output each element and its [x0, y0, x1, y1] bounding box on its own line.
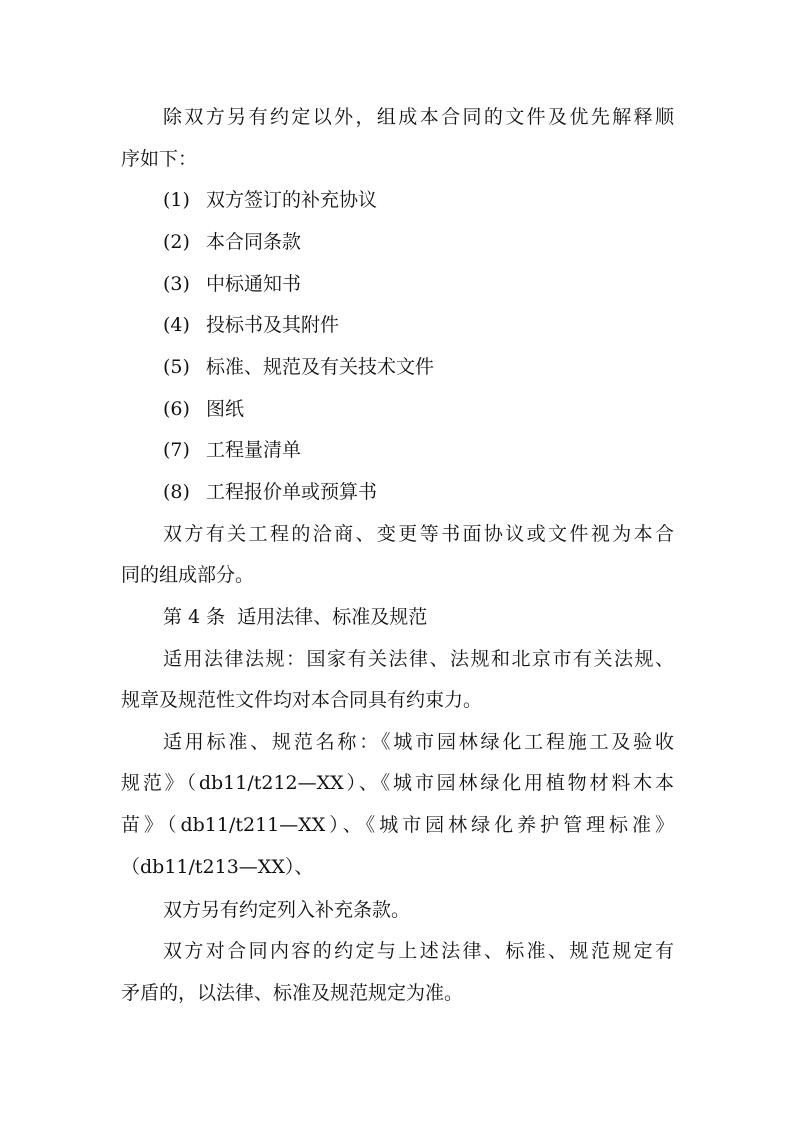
article-heading: 第 4 条 适用法律、标准及规范: [163, 606, 428, 628]
list-item: [0, 186, 794, 214]
list-number: (1): [163, 189, 190, 211]
paragraph-line: 苗》（db11/t211—XX）、《城市园林绿化养护管理标准》: [121, 814, 674, 836]
list-item: [0, 436, 794, 464]
paragraph-line: 双方另有约定列入补充条款。: [163, 899, 411, 921]
list-text: 投标书及其附件: [206, 314, 340, 336]
paragraph-line: 双方有关工程的洽商、变更等书面协议或文件视为本合: [163, 523, 674, 545]
list-text: 标准、规范及有关技术文件: [206, 356, 435, 378]
paragraph-line: 除双方另有约定以外，组成本合同的文件及优先解释顺: [163, 106, 674, 128]
list-item: [0, 228, 794, 256]
list-item: [0, 478, 794, 506]
list-item: [0, 270, 794, 298]
list-number: (5): [163, 356, 190, 378]
paragraph-line: 矛盾的，以法律、标准及规范规定为准。: [121, 982, 464, 1004]
list-text: 工程报价单或预算书: [206, 481, 378, 503]
paragraph-line: 适用标准、规范名称：《城市园林绿化工程施工及验收: [163, 731, 674, 753]
list-number: (4): [163, 314, 190, 336]
list-item: [0, 395, 794, 423]
list-number: (7): [163, 439, 190, 461]
list-number: (6): [163, 398, 190, 420]
list-text: 双方签订的补充协议: [206, 189, 378, 211]
paragraph-line: 规章及规范性文件均对本合同具有约束力。: [121, 689, 483, 711]
list-number: (3): [163, 273, 190, 295]
list-item: [0, 311, 794, 339]
paragraph-line: （db11/t213—XX）、: [121, 856, 314, 878]
list-number: (2): [163, 231, 190, 253]
list-text: 图纸: [206, 398, 245, 420]
list-text: 工程量清单: [206, 439, 302, 461]
paragraph-line: 序如下：: [121, 148, 198, 170]
list-text: 中标通知书: [206, 273, 302, 295]
list-item: [0, 353, 794, 381]
paragraph-line: 规范》（db11/t212—XX）、《城市园林绿化用植物材料木本: [121, 772, 674, 794]
paragraph-line: 双方对合同内容的约定与上述法律、标准、规范规定有: [163, 940, 674, 962]
list-number: (8): [163, 481, 190, 503]
paragraph-line: 同的组成部分。: [121, 564, 255, 586]
paragraph-line: 适用法律法规：国家有关法律、法规和北京市有关法规、: [163, 648, 674, 670]
list-text: 本合同条款: [206, 231, 302, 253]
